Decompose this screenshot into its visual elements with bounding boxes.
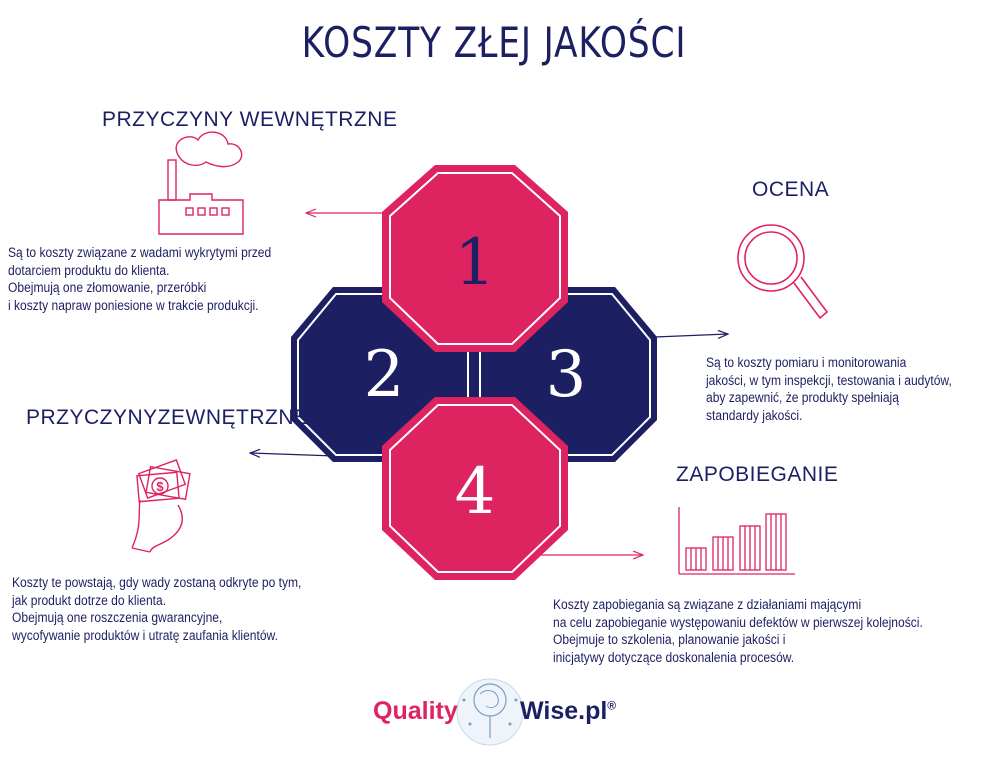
heading-appraisal: OCENA (752, 178, 830, 201)
desc-external: Koszty te powstają, gdy wady zostaną odkryte po tym, jak produkt dotrze do klienta. Obejmują one roszczenia gwarancyjne, wycofywanie produktów i utratę zaufania klientów. (12, 575, 302, 643)
octagon-number-1: 1 (454, 226, 496, 300)
arrow-appraisal (655, 334, 728, 337)
octagon-4 (382, 397, 568, 580)
svg-text:$: $ (156, 479, 164, 494)
octagon-1 (382, 165, 568, 352)
bar-chart-icon (679, 507, 795, 574)
octagon-number-3: 3 (545, 338, 587, 412)
octagon-number-4: 4 (454, 455, 496, 529)
desc-appraisal: Są to koszty pomiaru i monitorowania jakości, w tym inspekcji, testowania i audytów, aby zapewnić, że produkty spełniają standardy jakości. (706, 355, 952, 423)
logo-brain-icon (457, 679, 523, 745)
octagon-number-2: 2 (363, 338, 405, 412)
heading-external: PRZYCZYNYZEWNĘTRZNE (26, 406, 309, 429)
desc-prevention: Koszty zapobiegania są związane z działaniami mającymi na celu zapobieganie występowaniu defektów w pierwszej kolejności. Obejmuje to szkolenia, planowanie jakości i inicjatywy dotyczące doskonalenia procesów. (553, 597, 923, 665)
heading-internal: PRZYCZYNY WEWNĘTRZNE (102, 108, 398, 131)
page-title: KOSZTY ZŁEJ JAKOŚCI (301, 18, 687, 67)
logo-left: Quality (373, 697, 458, 725)
magnifier-icon (738, 225, 827, 318)
logo-right-text: Wise.pl (520, 697, 608, 725)
factory-icon (159, 132, 243, 234)
registered-mark: ® (607, 698, 617, 713)
logo-right (520, 697, 616, 726)
arrow-external (250, 453, 335, 456)
money-hand-icon (132, 460, 190, 552)
desc-internal: Są to koszty związane z wadami wykrytymi przed dotarciem produktu do klienta. Obejmują one złomowanie, przeróbki i koszty napraw poniesione w trakcie produkcji. (8, 245, 272, 313)
heading-prevention: ZAPOBIEGANIE (676, 463, 839, 486)
